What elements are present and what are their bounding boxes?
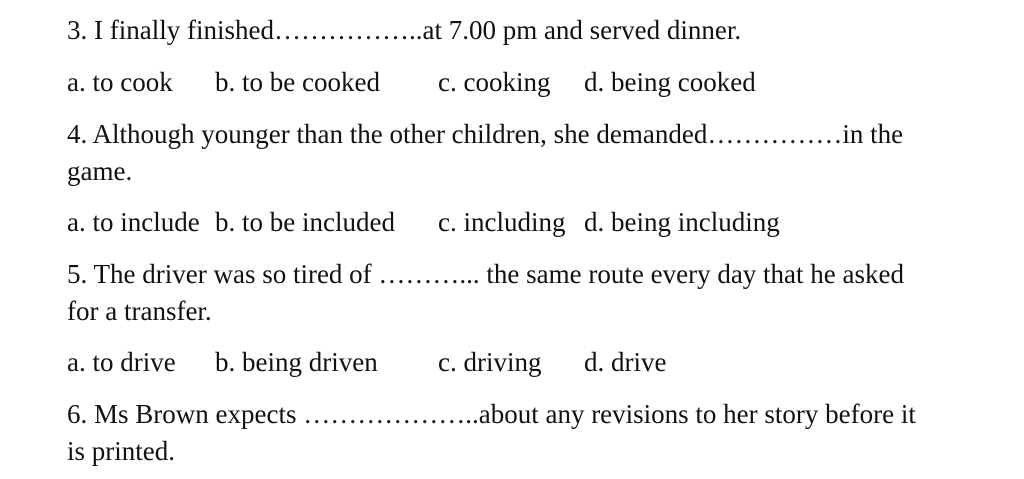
option-a: a. to cook bbox=[67, 67, 173, 97]
option-d: d. drive bbox=[584, 347, 667, 377]
option-d: d. being cooked bbox=[584, 67, 756, 97]
question-5-text: 5. The driver was so tired of ………... the same route every day that he asked bbox=[67, 259, 904, 289]
option-d: d. being including bbox=[584, 207, 780, 237]
question-6-text: 6. Ms Brown expects ………………..about any revisions to her story before it bbox=[67, 399, 916, 429]
question-6-text-continued: is printed. bbox=[67, 436, 175, 466]
option-c: c. cooking bbox=[438, 67, 551, 97]
option-b: b. to be included bbox=[215, 207, 395, 237]
question-3-text: 3. I finally finished……………..at 7.00 pm and served dinner. bbox=[67, 15, 742, 45]
question-5-text-continued: for a transfer. bbox=[67, 296, 212, 326]
option-a: a. to include bbox=[67, 207, 200, 237]
question-4-text-continued: game. bbox=[67, 156, 133, 186]
option-b: b. to be cooked bbox=[215, 67, 380, 97]
question-4-text: 4. Although younger than the other children, she demanded……………in the bbox=[67, 119, 904, 149]
option-c: c. driving bbox=[438, 347, 542, 377]
option-b: b. being driven bbox=[215, 347, 378, 377]
option-c: c. including bbox=[438, 207, 566, 237]
option-a: a. to drive bbox=[67, 347, 176, 377]
